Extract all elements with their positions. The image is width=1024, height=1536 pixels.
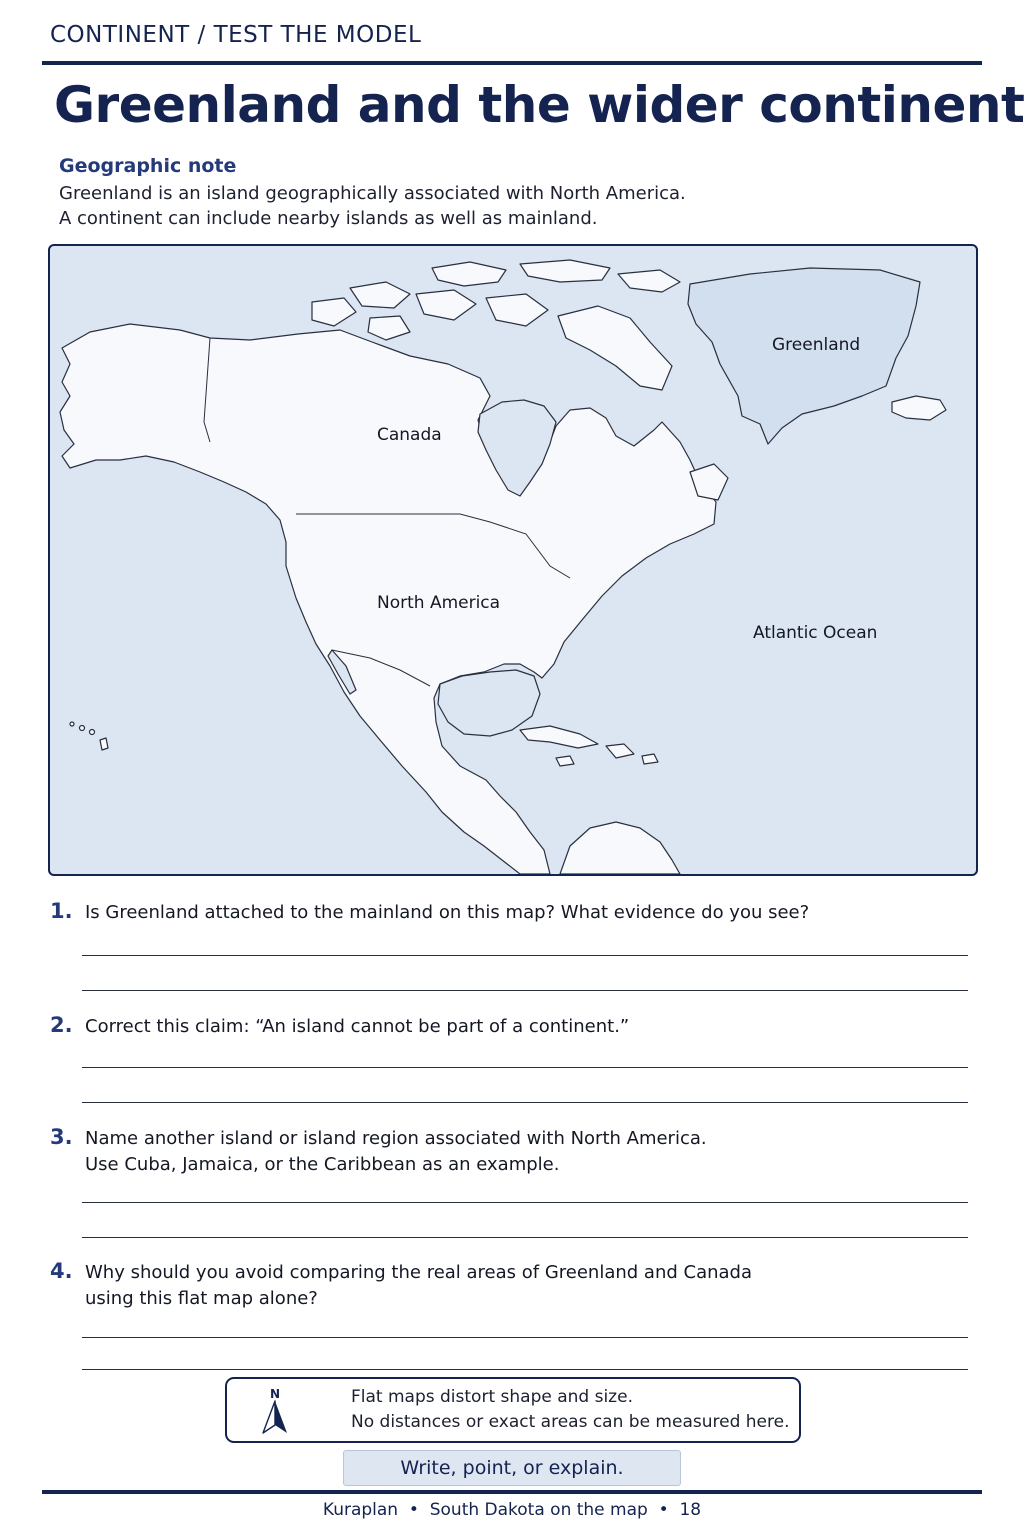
hispaniola-shape — [606, 744, 634, 758]
answer-line[interactable] — [82, 955, 968, 956]
arctic-island — [618, 270, 680, 292]
answer-line[interactable] — [82, 1102, 968, 1103]
compass-letter: N — [269, 1387, 281, 1401]
cuba-shape — [520, 726, 598, 748]
question-4-number: 4. — [50, 1259, 73, 1283]
callout-line-2: No distances or exact areas can be measured here. — [351, 1412, 790, 1432]
question-4-text-2: using this flat map alone? — [85, 1288, 318, 1309]
question-4-text-1: Why should you avoid comparing the real areas of Greenland and Canada — [85, 1262, 753, 1283]
arctic-island — [486, 294, 548, 326]
question-1-number: 1. — [50, 899, 73, 923]
question-2-number: 2. — [50, 1013, 73, 1037]
answer-line[interactable] — [82, 1202, 968, 1203]
puerto-rico-shape — [642, 754, 658, 764]
section-kicker: CONTINENT / TEST THE MODEL — [50, 22, 422, 48]
callout-line-1: Flat maps distort shape and size. — [351, 1387, 633, 1407]
gulf-of-mexico — [438, 670, 540, 736]
bottom-rule — [42, 1490, 982, 1494]
page-footer: Kuraplan • South Dakota on the map • 18 — [322, 1500, 702, 1520]
write-point-explain-button[interactable]: Write, point, or explain. — [343, 1450, 681, 1486]
note-line-1: Greenland is an island geographically associated with North America. — [59, 183, 686, 204]
answer-line[interactable] — [82, 1067, 968, 1068]
arctic-island — [520, 260, 610, 282]
map-label-atlantic: Atlantic Ocean — [753, 623, 878, 643]
hawaii-island — [70, 722, 74, 726]
arctic-island — [416, 290, 476, 320]
answer-line[interactable] — [82, 990, 968, 991]
arctic-island — [350, 282, 410, 308]
top-rule — [42, 61, 982, 65]
baffin-island — [558, 306, 672, 390]
hawaii-island — [100, 738, 108, 750]
hawaii-island — [90, 730, 95, 735]
greenland-shape — [688, 268, 920, 444]
note-line-2: A continent can include nearby islands as well as mainland. — [59, 208, 598, 229]
arctic-island — [368, 316, 410, 340]
jamaica-shape — [556, 756, 574, 766]
arctic-island — [432, 262, 506, 286]
answer-line[interactable] — [82, 1369, 968, 1370]
question-2-text: Correct this claim: “An island cannot be part of a continent.” — [85, 1016, 630, 1037]
answer-line[interactable] — [82, 1337, 968, 1338]
map-panel — [48, 244, 978, 876]
answer-line[interactable] — [82, 1237, 968, 1238]
map-label-north-america: North America — [377, 593, 501, 613]
question-1-text: Is Greenland attached to the mainland on this map? What evidence do you see? — [85, 902, 810, 923]
north-arrow-icon — [257, 1385, 293, 1437]
arctic-island — [312, 298, 356, 326]
south-america-shape — [560, 822, 680, 874]
map-label-canada: Canada — [377, 425, 442, 445]
distortion-callout — [225, 1377, 801, 1443]
question-3-text-2: Use Cuba, Jamaica, or the Caribbean as an example. — [85, 1154, 560, 1175]
iceland-shape — [892, 396, 946, 420]
hawaii-island — [80, 726, 85, 731]
question-3-text-1: Name another island or island region associated with North America. — [85, 1128, 707, 1149]
question-3-number: 3. — [50, 1125, 73, 1149]
note-heading: Geographic note — [59, 155, 237, 177]
map-label-greenland: Greenland — [772, 335, 861, 355]
page-title: Greenland and the wider continent — [54, 76, 1024, 134]
